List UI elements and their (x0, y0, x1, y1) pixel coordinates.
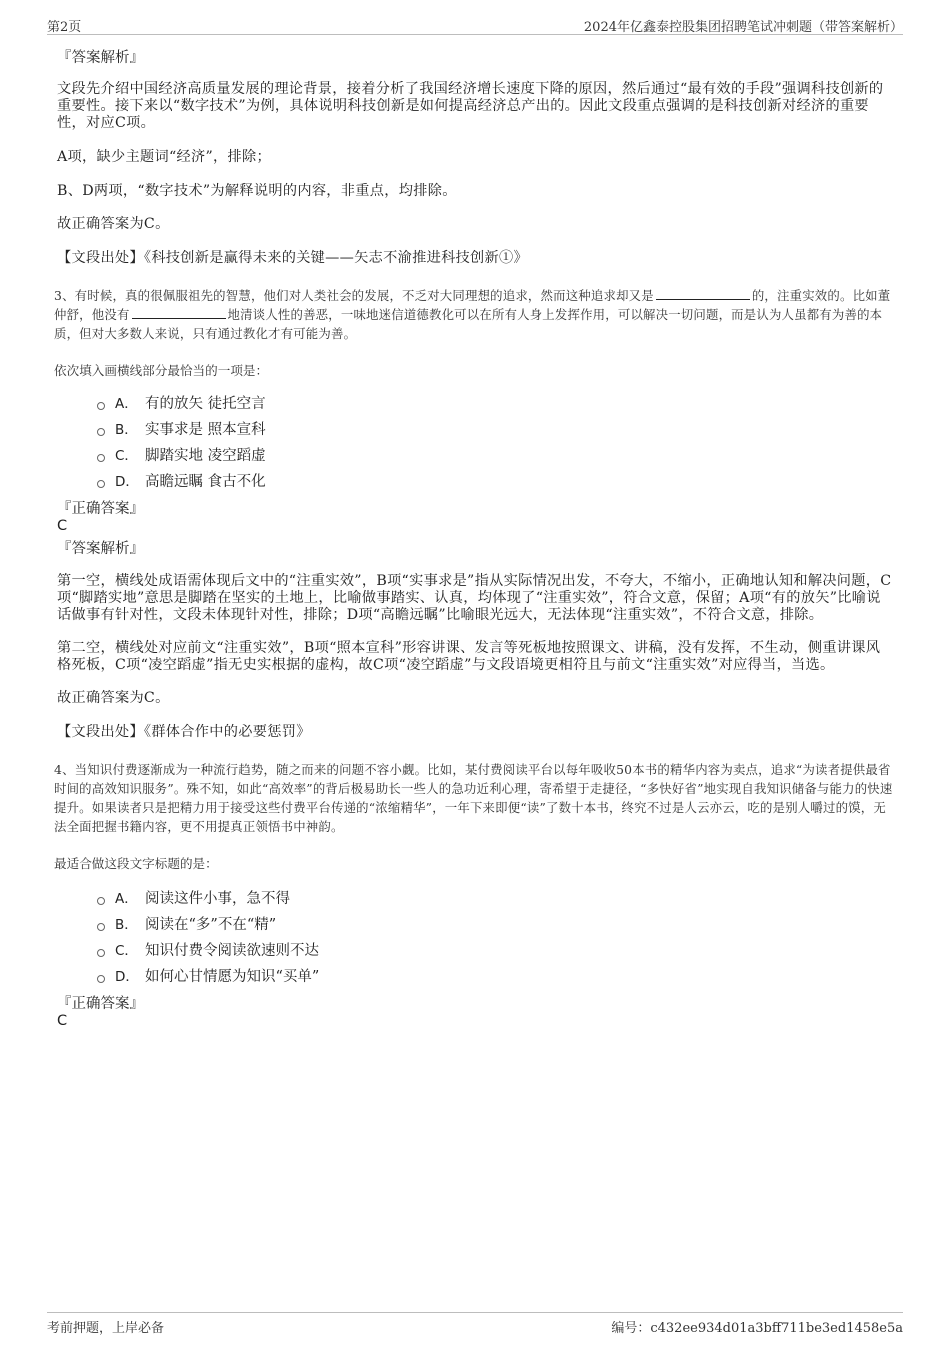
analysis-label: 『答案解析』 (57, 541, 144, 557)
question-prompt: 依次填入画横线部分最恰当的一项是： (54, 363, 269, 378)
page-content (54, 46, 893, 1029)
question-stem (54, 286, 893, 343)
analysis-paragraph: 故正确答案为C。 (57, 216, 170, 232)
option-c[interactable]: C． 脚踏实地 凌空蹈虚 (57, 443, 893, 469)
radio-icon[interactable] (97, 949, 105, 957)
option-list (57, 391, 893, 495)
option-a[interactable]: A． 有的放矢 徒托空言 (57, 391, 893, 417)
question-prompt: 最适合做这段文字标题的是： (54, 856, 218, 871)
radio-icon[interactable] (97, 897, 105, 905)
option-list (57, 886, 893, 990)
correct-answer-label: 『正确答案』 (57, 501, 144, 517)
radio-icon[interactable] (97, 454, 105, 462)
option-c[interactable]: C． 知识付费令阅读欲速则不达 (57, 938, 893, 964)
page-number: 第2页 (47, 20, 82, 35)
analysis-paragraph: 故正确答案为C。 (57, 690, 170, 706)
radio-icon[interactable] (97, 975, 105, 983)
document-code: 编号：c432ee934d01a3bff711be3ed1458e5a (611, 1321, 903, 1336)
correct-answer-label: 『正确答案』 (57, 996, 144, 1012)
analysis-paragraph: 文段先介绍中国经济高质量发展的理论背景，接着分析了我国经济增长速度下降的原因，然后通过“最有效的手段”强调科技创新的重要性。接下来以“数字技术”为例，具体说明科技创新是如何提高经济总产出的。因此文段重点强调的是科技创新对经济的重要性，对应C项。 (57, 81, 884, 131)
analysis-label: 『答案解析』 (57, 50, 144, 66)
page-header (47, 14, 903, 35)
radio-icon[interactable] (97, 480, 105, 488)
correct-answer: C (57, 518, 68, 534)
fill-blank (656, 287, 750, 300)
radio-icon[interactable] (97, 923, 105, 931)
analysis-paragraph: 第二空，横线处对应前文“注重实效”，B项“照本宣科”形容讲课、发言等死板地按照课文、讲稿，没有发挥，不生动，侧重讲课风格死板，C项“凌空蹈虚”指无史实根据的虚构，故C项“凌空蹈虚”与文段语境更相符且与前文“注重实效”对应得当，当选。 (57, 640, 881, 673)
fill-blank (132, 306, 226, 319)
stem-text: 的，注重实效的。比如董仲舒，他没有 (54, 288, 891, 322)
document-title: 2024年亿鑫泰控股集团招聘笔试冲刺题（带答案解析） (583, 20, 903, 35)
stem-text: 地清谈人性的善恶，一味地迷信道德教化可以在所有人身上发挥作用，可以解决一切问题，而是认为人虽都有为善的本质，但对大多数人来说，只有通过教化才有可能为善。 (54, 307, 883, 341)
option-d[interactable]: D． 高瞻远瞩 食古不化 (57, 469, 893, 495)
option-b[interactable]: B． 实事求是 照本宣科 (57, 417, 893, 443)
analysis-paragraph: A项，缺少主题词“经济”，排除； (57, 149, 271, 165)
correct-answer: C (57, 1013, 68, 1029)
option-d[interactable]: D． 如何心甘情愿为知识“买单” (57, 964, 893, 990)
page-footer (47, 1312, 903, 1337)
footer-slogan: 考前押题，上岸必备 (47, 1321, 165, 1336)
option-a[interactable]: A． 阅读这件小事，急不得 (57, 886, 893, 912)
radio-icon[interactable] (97, 402, 105, 410)
analysis-paragraph: B、D两项，“数字技术”为解释说明的内容，非重点，均排除。 (57, 183, 457, 199)
option-b[interactable]: B． 阅读在“多”不在“精” (57, 912, 893, 938)
passage-source: 【文段出处】《科技创新是赢得未来的关键——矢志不渝推进科技创新①》 (57, 250, 528, 266)
stem-text: 3、有时候，真的很佩服祖先的智慧，他们对人类社会的发展，不乏对大同理想的追求，然而这种追求却又是 (54, 288, 654, 303)
radio-icon[interactable] (97, 428, 105, 436)
passage-source: 【文段出处】《群体合作中的必要惩罚》 (57, 724, 311, 740)
analysis-paragraph: 第一空，横线处成语需体现后文中的“注重实效”，B项“实事求是”指从实际情况出发，不夸大，不缩小，正确地认知和解决问题，C项“脚踏实地”意思是脚踏在坚实的土地上，比喻做事踏实、认真，均体现了“注重实效”，符合文意，保留；A项“有的放矢”比喻说话做事有针对性，文段未体现针对性，排除；D项“高瞻远瞩”比喻眼光远大，无法体现“注重实效”，不符合文意，排除。 (57, 573, 892, 623)
question-stem: 4、当知识付费逐渐成为一种流行趋势，随之而来的问题不容小觑。比如，某付费阅读平台以每年吸收50本书的精华内容为卖点，追求“为读者提供最省时间的高效知识服务”。殊不知，如此“高效率”的背后极易助长一些人的急功近利心理，寄希望于走捷径，“多快好省”地实现自我知识储备与能力的快速提升。如果读者只是把精力用于接受这些付费平台传递的“浓缩精华”，一年下来即便“读”了数十本书，终究不过是人云亦云，吃的是别人嚼过的馍，无法全面把握书籍内容，更不用提真正领悟书中神韵。 (54, 762, 893, 834)
